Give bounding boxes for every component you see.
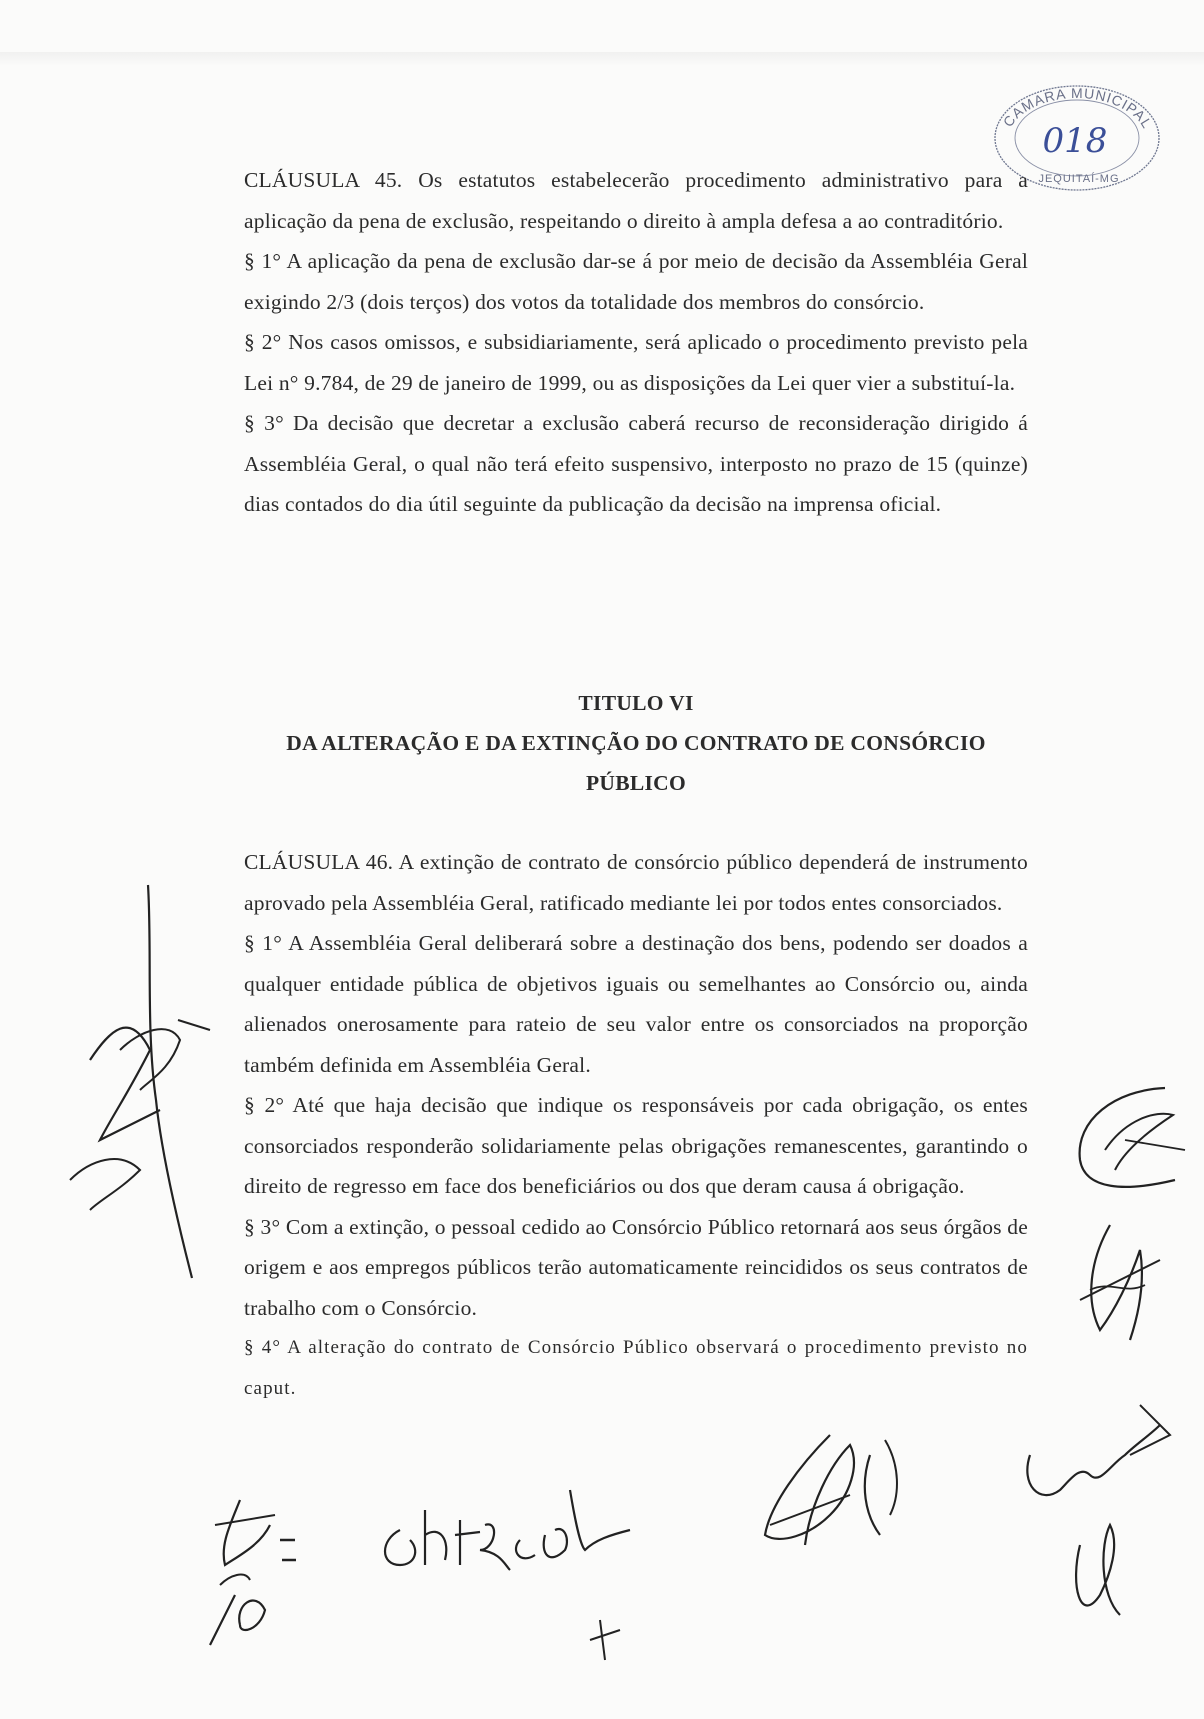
- clausula-45-paragraph-3: § 3° Da decisão que decretar a exclusão caberá recurso de reconsideração dirigido á Assembléia Geral, o qual não terá efeito suspensivo, interposto no prazo de 15 (quinze) dias contados do dia útil seguinte da publicação da decisão na imprensa oficial.: [244, 411, 1028, 516]
- signature-icon: [60, 880, 220, 1300]
- clausula-46-paragraph-2: § 2° Até que haja decisão que indique os responsáveis por cada obrigação, os entes consorciados responderão solidariamente pelas obrigações remanescentes, garantindo o direito de regresso em face dos beneficiários ou dos que deram causa á obrigação.: [244, 1093, 1028, 1198]
- clausula-46-paragraph-4: § 4° A alteração do contrato de Consórcio Público observará o procedimento previsto no caput.: [244, 1337, 1028, 1399]
- signature-right-1: [1055, 1080, 1195, 1200]
- clausula-46-caput: CLÁUSULA 46. A extinção de contrato de consórcio público dependerá de instrumento aprovado pela Assembléia Geral, ratificado mediante lei por todos entes consorciados.: [244, 850, 1028, 915]
- signature-bottom-3: [740, 1425, 920, 1575]
- signature-icon: [180, 1485, 330, 1665]
- signature-icon: [1010, 1395, 1180, 1635]
- clausula-46-paragraph-1: § 1° A Assembléia Geral deliberará sobre a destinação dos bens, podendo ser doados a qualquer entidade pública de objetivos iguais ou semelhantes ao Consórcio ou, ainda alienados onerosamente para rateio de seu valor entre os consorciados na proporção também definida em Assembléia Geral.: [244, 931, 1028, 1077]
- clausula-45-paragraph-2: § 2° Nos casos omissos, e subsidiariamente, será aplicado o procedimento previsto pela Lei n° 9.784, de 29 de janeiro de 1999, ou as disposições da Lei quer vier a substituí-la.: [244, 330, 1028, 395]
- scan-artifact-band: [0, 52, 1204, 66]
- titulo-line-2: DA ALTERAÇÃO E DA EXTINÇÃO DO CONTRATO DE CONSÓRCIO: [286, 731, 986, 755]
- titulo-line-3: PÚBLICO: [585, 771, 687, 795]
- signature-left-margin: [60, 880, 220, 1300]
- signature-right-2: [1070, 1220, 1170, 1350]
- signature-icon: [1070, 1220, 1170, 1350]
- titulo-vi-heading: [244, 683, 1028, 803]
- clausula-46-paragraph-3: § 3° Com a extinção, o pessoal cedido ao Consórcio Público retornará aos seus órgãos de origem e aos empregos públicos terão automaticamente reincididos os seus contratos de trabalho com o Consórcio.: [244, 1214, 1028, 1320]
- clausula-45-caput: CLÁUSULA 45. Os estatutos estabelecerão procedimento administrativo para a aplicação da pena de exclusão, respeitando o direito à ampla defesa a ao contraditório.: [244, 168, 1028, 233]
- stamp-name: CAMARA MUNICIPAL: [999, 84, 1156, 132]
- stamp-city: JEQUITAÍ-MG: [1038, 173, 1120, 185]
- clausula-45: [244, 160, 1028, 525]
- stamp-page-number: 018: [1042, 121, 1108, 161]
- signature-bottom-1: [180, 1485, 330, 1665]
- clausula-46: [244, 842, 1028, 1409]
- signature-bottom-2: [370, 1480, 670, 1680]
- clausula-45-paragraph-1: § 1° A aplicação da pena de exclusão dar-se á por meio de decisão da Assembléia Geral exigindo 2/3 (dois terços) dos votos da totalidade dos membros do consórcio.: [244, 249, 1028, 314]
- signature-icon: [1055, 1080, 1195, 1200]
- signature-icon: [370, 1480, 670, 1680]
- signature-right-3: [1010, 1395, 1180, 1635]
- signature-icon: [740, 1425, 920, 1575]
- titulo-line-1: TITULO VI: [578, 691, 694, 715]
